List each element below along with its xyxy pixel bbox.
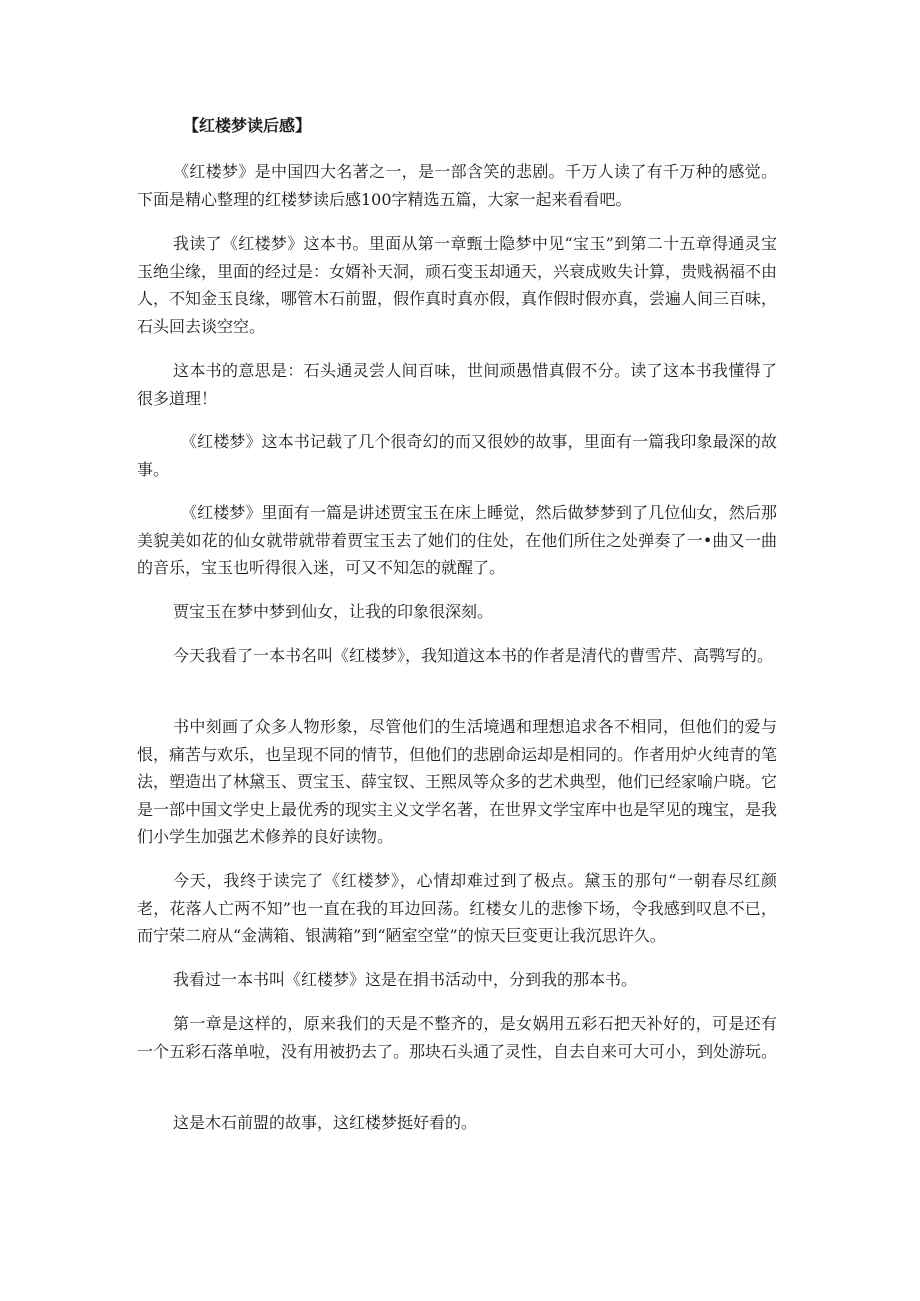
paragraph-stories: 《红楼梦》这本书记载了几个很奇幻的而又很妙的故事，里面有一篇我印象最深的故事。 <box>137 432 777 479</box>
paragraph-finished: 今天，我终于读完了《红楼梦》，心情却难过到了极点。黛玉的那句“一朝春尽红颜老，花落人亡两不知”也一直在我的耳边回荡。红楼女儿的悲惨下场，令我感到叹息不已，而宁荣二府从“金满箱、银满箱”到“陋室空堂”的惊天巨变更让我沉思许久。 <box>137 871 777 945</box>
paragraph-intro: 《红楼梦》是中国四大名著之一，是一部含笑的悲剧。千万人读了有千万种的感觉。下面是精心整理的红楼梦读后感100字精选五篇，大家一起来看看吧。 <box>137 162 777 209</box>
paragraph-summary: 我读了《红楼梦》这本书。里面从第一章甄士隐梦中见“宝玉”到第二十五章得通灵宝玉绝尘缘，里面的经过是：女婿补天洞，顽石变玉却通天，兴衰成败失计算，贵贱祸福不由人，不知金玉良缘，哪管木石前盟，假作真时真亦假，真作假时假亦真，尝遍人间三百味，石头回去谈空空。 <box>137 234 778 336</box>
paragraph-characters: 书中刻画了众多人物形象，尽管他们的生活境遇和理想追求各不相同，但他们的爱与恨，痛苦与欢乐，也呈现不同的情节，但他们的悲剧命运却是相同的。作者用炉火纯青的笔法，塑造出了林黛玉、贾宝玉、薛宝钗、王熙凤等众多的艺术典型，他们已经家喻户晓。它是一部中国文学史上最优秀的现实主义文学名著，在世界文学宝库中也是罕见的瑰宝，是我们小学生加强艺术修养的良好读物。 <box>137 717 778 846</box>
paragraph-closing: 这是木石前盟的故事，这红楼梦挺好看的。 <box>173 1113 478 1132</box>
paragraph-dream: 《红楼梦》里面有一篇是讲述贾宝玉在床上睡觉，然后做梦梦到了几位仙女，然后那美貌美如花的仙女就带就带着贾宝玉去了她们的住处，在他们所住之处弹奏了一•曲又一曲的音乐，宝玉也听得很入迷，可又不知怎的就醒了。 <box>137 503 777 577</box>
paragraph-donation: 我看过一本书叫《红楼梦》这是在捐书活动中，分到我的那本书。 <box>173 970 638 989</box>
paragraph-chapter-one: 第一章是这样的，原来我们的天是不整齐的，是女娲用五彩石把天补好的，可是还有一个五彩石落单啦，没有用被扔去了。那块石头通了灵性，自去自来可大可小，到处游玩。 <box>137 1014 778 1061</box>
paragraph-impression: 贾宝玉在梦中梦到仙女，让我的印象很深刻。 <box>173 602 494 621</box>
paragraph-meaning: 这本书的意思是：石头通灵尝人间百味，世间顽愚惜真假不分。读了这本书我懂得了很多道理！ <box>137 361 777 408</box>
paragraph-author: 今天我看了一本书名叫《红楼梦》，我知道这本书的作者是清代的曹雪芹、高鹗写的。 <box>173 646 774 665</box>
document-title: 【红楼梦读后感】 <box>183 116 312 135</box>
